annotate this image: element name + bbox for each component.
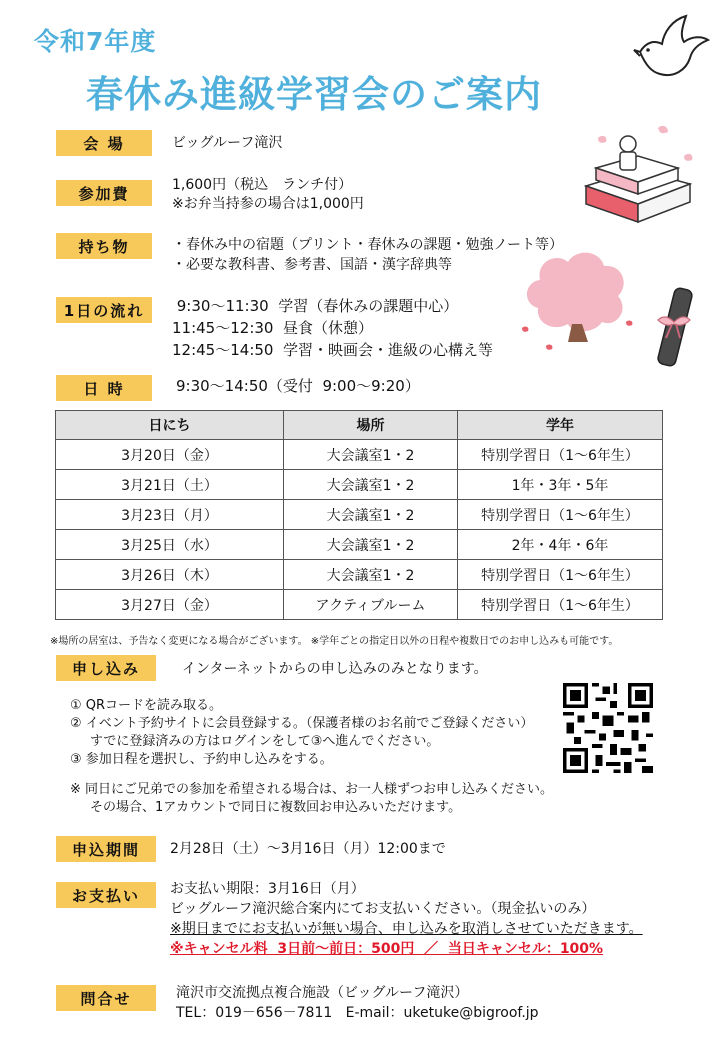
apply-intro: インターネットからの申し込みのみとなります。 bbox=[182, 661, 488, 677]
page-title: 春休み進級学習会のご案内 bbox=[86, 73, 542, 116]
items-label: 持ち物 bbox=[56, 233, 152, 259]
payment-line1: お支払い期限：3月16日（月） bbox=[170, 881, 365, 897]
table-cell-date: 3月20日（金） bbox=[56, 440, 284, 470]
contact-label: 問合せ bbox=[56, 985, 156, 1011]
table-cell-place: 大会議室1・2 bbox=[284, 500, 458, 530]
datetime-value: 9:30～14:50（受付 9:00～9:20） bbox=[176, 377, 420, 395]
payment-cancel-fee: ※キャンセル料 3日前～前日：500円 ／ 当日キャンセル：100% bbox=[170, 941, 604, 957]
datetime-label: 日 時 bbox=[56, 375, 152, 401]
table-cell-date: 3月27日（金） bbox=[56, 590, 284, 620]
fee-label: 参加費 bbox=[56, 180, 152, 206]
year-heading: 令和7年度 bbox=[34, 27, 157, 56]
table-cell-grade: 1年・3年・5年 bbox=[458, 470, 663, 500]
table-row bbox=[56, 440, 663, 470]
qr-code[interactable] bbox=[563, 683, 653, 773]
apply-note2: その場合、1アカウントで同日に複数回お申込みいただけます。 bbox=[90, 800, 462, 815]
payment-line2: ビッグルーフ滝沢総合案内にてお支払いください。（現金払いのみ） bbox=[170, 901, 596, 917]
table-cell-place: アクティブルーム bbox=[284, 590, 458, 620]
apply-step2: ② イベント予約サイトに会員登録する。（保護者様のお名前でご登録ください） bbox=[70, 716, 534, 731]
table-cell-place: 大会議室1・2 bbox=[284, 530, 458, 560]
table-cell-grade: 特別学習日（1～6年生） bbox=[458, 590, 663, 620]
reading-child-illustration bbox=[578, 122, 696, 228]
flow-line2: 11:45～12:30 昼食（休憩） bbox=[172, 319, 373, 337]
column-header-grade: 学年 bbox=[458, 411, 663, 440]
apply-note1: ※ 同日にご兄弟での参加を希望される場合は、お一人様ずつお申し込みください。 bbox=[70, 782, 554, 797]
column-header-place: 場所 bbox=[284, 411, 458, 440]
column-header-date: 日にち bbox=[56, 411, 284, 440]
flow-line3: 12:45～14:50 学習・映画会・進級の心構え等 bbox=[172, 341, 493, 359]
table-cell-date: 3月26日（木） bbox=[56, 560, 284, 590]
apply-step2b: すでに登録済みの方はログインをして③へ進んでください。 bbox=[90, 734, 440, 749]
flow-label: 1日の流れ bbox=[56, 297, 152, 323]
payment-label: お支払い bbox=[56, 882, 156, 908]
table-cell-grade: 2年・4年・6年 bbox=[458, 530, 663, 560]
apply-step3: ③ 参加日程を選択し、予約申し込みをする。 bbox=[70, 752, 333, 767]
table-row bbox=[56, 470, 663, 500]
items-line2: ・必要な教科書、参考書、国語・漢字辞典等 bbox=[172, 257, 452, 273]
apply-label: 申し込み bbox=[56, 655, 156, 681]
table-cell-date: 3月21日（土） bbox=[56, 470, 284, 500]
table-cell-grade: 特別学習日（1～6年生） bbox=[458, 560, 663, 590]
contact-line1: 滝沢市交流拠点複合施設（ビッグルーフ滝沢） bbox=[176, 985, 469, 1001]
payment-line3: ※期日までにお支払いが無い場合、申し込みを取消しさせていただきます。 bbox=[170, 921, 643, 937]
apply-step1: ① QRコードを読み取る。 bbox=[70, 698, 223, 713]
fee-line2: ※お弁当持参の場合は1,000円 bbox=[172, 196, 364, 212]
table-cell-place: 大会議室1・2 bbox=[284, 440, 458, 470]
table-cell-place: 大会議室1・2 bbox=[284, 470, 458, 500]
venue-label: 会 場 bbox=[56, 130, 152, 156]
schedule-note: ※場所の居室は、予告なく変更になる場合がございます。 ※学年ごとの指定日以外の日程や複数日でのお申し込みも可能です。 bbox=[50, 636, 619, 647]
venue-value: ビッグルーフ滝沢 bbox=[172, 135, 283, 151]
fee-line1: 1,600円（税込 ランチ付） bbox=[172, 177, 353, 193]
table-header-row bbox=[56, 411, 663, 440]
table-cell-grade: 特別学習日（1～6年生） bbox=[458, 440, 663, 470]
items-line1: ・春休み中の宿題（プリント・春休みの課題・勉強ノート等） bbox=[172, 237, 564, 253]
table-cell-date: 3月25日（水） bbox=[56, 530, 284, 560]
table-cell-place: 大会議室1・2 bbox=[284, 560, 458, 590]
table-cell-grade: 特別学習日（1～6年生） bbox=[458, 500, 663, 530]
flow-line1: 9:30～11:30 学習（春休みの課題中心） bbox=[172, 297, 459, 315]
bird-icon bbox=[632, 14, 710, 84]
table-row bbox=[56, 530, 663, 560]
period-label: 申込期間 bbox=[56, 836, 156, 862]
schedule-table bbox=[55, 410, 663, 620]
table-cell-date: 3月23日（月） bbox=[56, 500, 284, 530]
table-row bbox=[56, 590, 663, 620]
table-row bbox=[56, 560, 663, 590]
cherry-tree-illustration bbox=[518, 238, 636, 356]
period-value: 2月28日（土）～3月16日（月）12:00まで bbox=[170, 841, 446, 857]
diploma-illustration bbox=[644, 284, 708, 368]
table-row bbox=[56, 500, 663, 530]
contact-line2: TEL：019－656－7811 E-mail：uketuke@bigroof.jp bbox=[176, 1005, 539, 1021]
